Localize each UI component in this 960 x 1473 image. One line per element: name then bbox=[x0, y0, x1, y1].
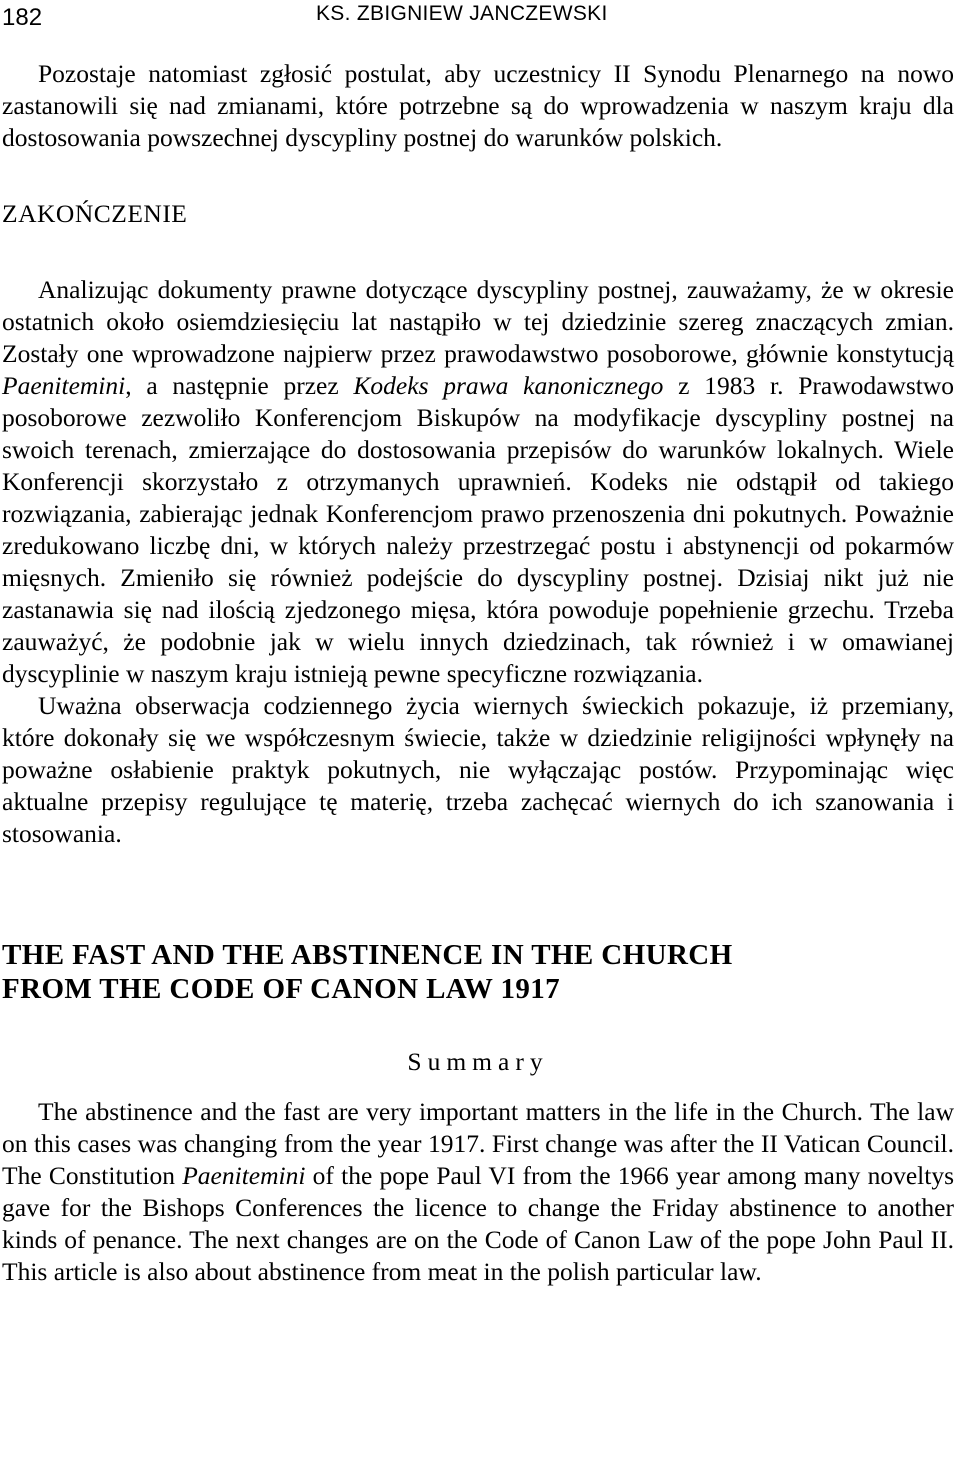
conclusion-paragraph-1 bbox=[2, 274, 954, 690]
paragraph-text: The abstinence and the fast are very important matters in the life in the Church. The law on this cases was changing from the year 1917. First change was after the II Vatican Council. The Constitution bbox=[2, 1097, 954, 1190]
paragraph-text: of the pope Paul VI from the 1966 year among many noveltys gave for the Bishops Conferences the licence to change the Friday abstinence to another kinds of penance. The next changes are on the Code of Canon Law of the pope John Paul II. This article is also about abstinence from meat in the polish particular law. bbox=[2, 1161, 955, 1286]
running-head: KS. ZBIGNIEW JANCZEWSKI bbox=[316, 2, 608, 25]
page-header bbox=[0, 0, 960, 40]
page-number: 182 bbox=[2, 4, 43, 31]
italic-title: Kodeks prawa kanonicznego bbox=[353, 371, 664, 400]
italic-title: Paenitemini bbox=[2, 371, 126, 400]
summary-label: Summary bbox=[407, 1047, 549, 1076]
summary-title-line-2: FROM THE CODE OF CANON LAW 1917 bbox=[2, 973, 561, 1005]
paragraph-text: z 1983 r. Prawodawstwo posoborowe zezwoliło Konferencjom Biskupów na modyfikacje dyscypliny postnej na swoich terenach, zmierzające do dostosowania przepisów do warunków lokalnych. Wiele Konferencji skorzystało z otrzymanych uprawnień. Kodeks nie odstąpił od takiego rozwiązania, zabierając jednak Konferencjom prawo przenoszenia dni pokutnych. Poważnie zredukowano liczbę dni, w których należy przestrzegać postu i abstynencji od pokarmów mięsnych. Zmieniło się również podejście do dyscypliny postnej. Dzisiaj nikt już nie zastanawia się nad ilością zjedzonego mięsa, która powoduje popełnienie grzechu. Trzeba zauważyć, że podobnie jak w wielu innych dziedzinach, tak również i w omawianej dyscyplinie w naszym kraju istnieją pewne specyficzne rozwiązania. bbox=[2, 371, 955, 688]
page-body bbox=[2, 58, 954, 1288]
paragraph-text: Analizując dokumenty prawne dotyczące dyscypliny postnej, zauważamy, że w okresie ostatnich około osiemdziesięciu lat nastąpiło w tej dziedzinie szereg znaczących zmian. Zostały one wprowadzone najpierw przez prawodawstwo posoborowe, głównie konstytucją bbox=[2, 275, 954, 368]
summary-paragraph bbox=[2, 1096, 954, 1288]
summary-title bbox=[2, 938, 954, 1006]
paragraph-text: , a następnie przez bbox=[125, 371, 354, 400]
italic-title: Paenitemini bbox=[182, 1161, 306, 1190]
conclusion-paragraph-2: Uważna obserwacja codziennego życia wiernych świeckich pokazuje, iż przemiany, które dokonały się we współczesnym świecie, także w dziedzinie religijności wpłynęły na poważne osłabienie praktyk pokutnych, nie wyłączając postów. Przypominając więc aktualne przepisy regulujące tę materię, trzeba zachęcać wiernych do ich szanowania i stosowania. bbox=[2, 691, 954, 848]
section-heading: ZAKOŃCZENIE bbox=[2, 199, 188, 228]
summary-title-line-1: THE FAST AND THE ABSTINENCE IN THE CHURCH bbox=[2, 939, 733, 971]
intro-paragraph: Pozostaje natomiast zgłosić postulat, aby uczestnicy II Synodu Plenarnego na nowo zastanowili się nad zmianami, które potrzebne są do wprowadzenia w naszym kraju dla dostosowania powszechnej dyscypliny postnej do warunków polskich. bbox=[2, 59, 954, 152]
